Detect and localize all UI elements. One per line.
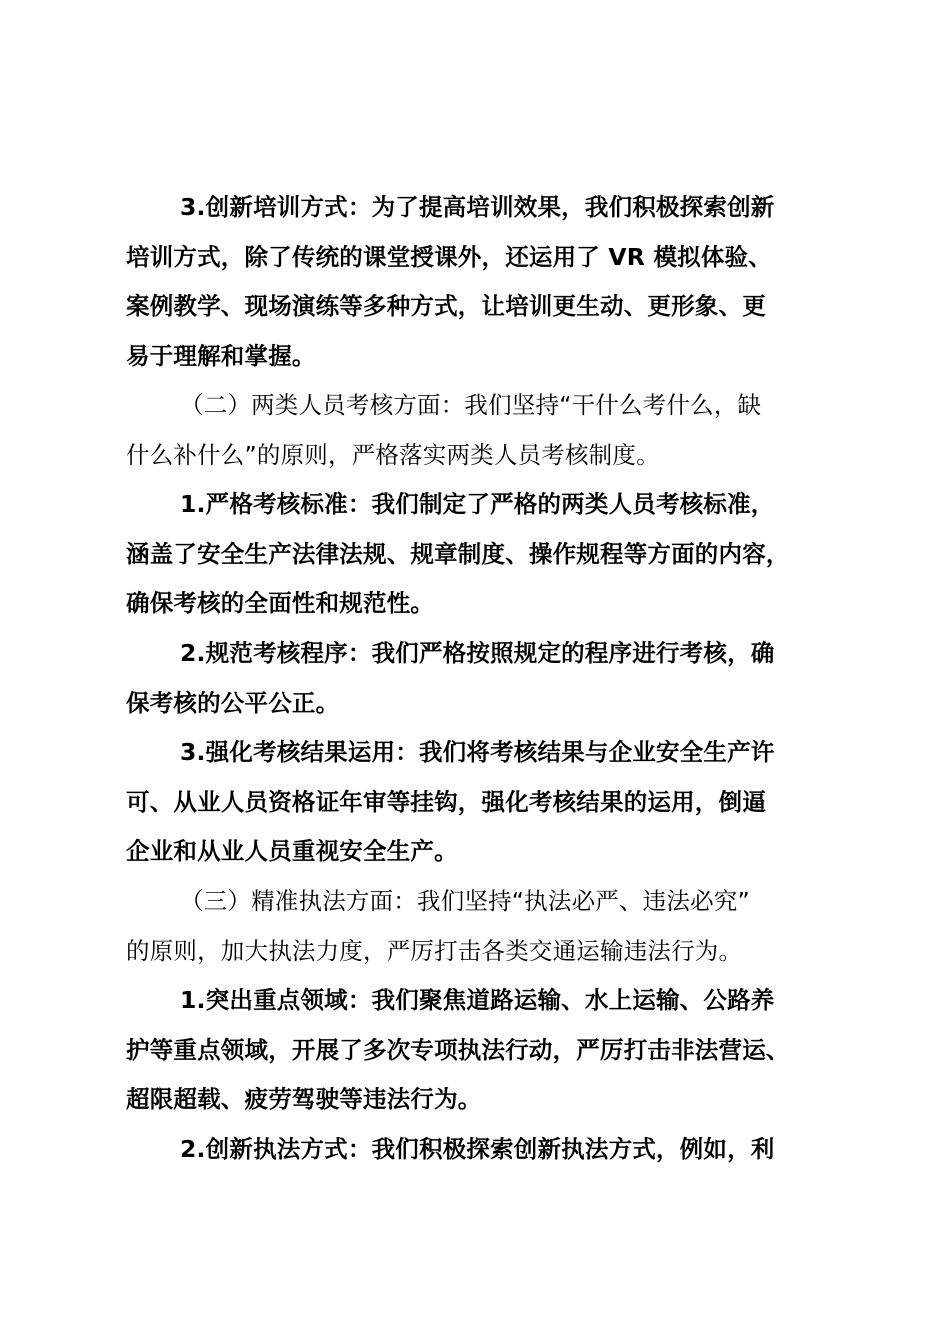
text-line: 1.严格考核标准：我们制定了严格的两类人员考核标准， xyxy=(180,490,775,518)
paragraph-enforcement-heading xyxy=(126,877,834,976)
text-line: （三）精准执法方面：我们坚持“执法必严、违法必究” xyxy=(180,887,750,915)
text-line: （二）两类人员考核方面：我们坚持“干什么考什么，缺 xyxy=(180,391,762,419)
text-line: 培训方式，除了传统的课堂授课外，还运用了 VR 模拟体验、 xyxy=(126,242,772,271)
text-line: 易于理解和掌握。 xyxy=(126,341,316,370)
text-line: 保考核的公平公正。 xyxy=(126,688,340,717)
paragraph-key-areas xyxy=(126,976,834,1125)
text-line: 的原则，加大执法力度，严厉打击各类交通运输违法行为。 xyxy=(126,936,743,965)
paragraph-assessment-procedure xyxy=(126,629,834,728)
paragraph-assessment-results xyxy=(126,728,834,877)
paragraph-assessment-standards xyxy=(126,480,834,629)
text-line: 1.突出重点领域：我们聚焦道路运输、水上运输、公路养 xyxy=(180,986,775,1014)
text-line: 可、从业人员资格证年审等挂钩，强化考核结果的运用，倒逼 xyxy=(126,787,766,816)
text-line: 案例教学、现场演练等多种方式，让培训更生动、更形象、更 xyxy=(126,292,766,321)
text-line: 涵盖了安全生产法律法规、规章制度、操作规程等方面的内容， xyxy=(126,539,790,568)
paragraph-assessment-heading xyxy=(126,381,834,480)
text-line: 护等重点领域，开展了多次专项执法行动，严厉打击非法营运、 xyxy=(126,1035,790,1064)
paragraph-training-methods xyxy=(126,183,834,381)
text-line: 2.创新执法方式：我们积极探索创新执法方式，例如，利 xyxy=(180,1135,775,1163)
text-line: 企业和从业人员重视安全生产。 xyxy=(126,837,458,866)
paragraph-enforcement-methods xyxy=(126,1125,834,1175)
text-line: 什么补什么”的原则，严格落实两类人员考核制度。 xyxy=(126,440,660,469)
text-line: 3.创新培训方式：为了提高培训效果，我们积极探索创新 xyxy=(180,193,775,221)
text-line: 超限超载、疲劳驾驶等违法行为。 xyxy=(126,1085,482,1114)
text-line: 2.规范考核程序：我们严格按照规定的程序进行考核，确 xyxy=(180,639,775,667)
text-line: 确保考核的全面性和规范性。 xyxy=(126,589,435,618)
text-line: 3.强化考核结果运用：我们将考核结果与企业安全生产许 xyxy=(180,738,775,766)
